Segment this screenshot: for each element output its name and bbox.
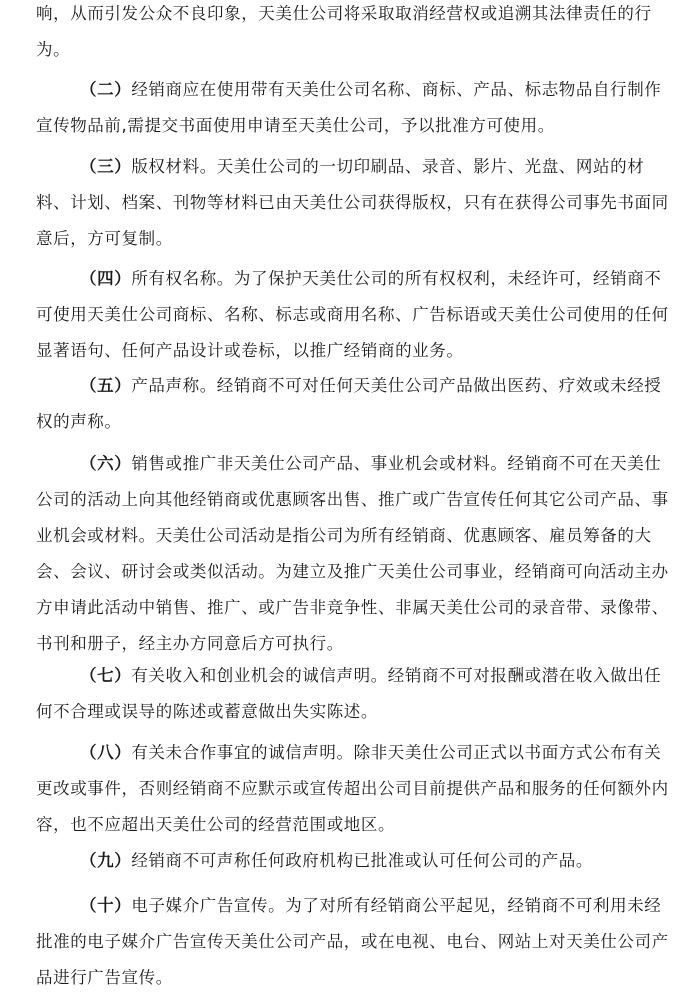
- paragraph-2: [36, 72, 668, 144]
- paragraph-number: （十）: [80, 896, 132, 915]
- paragraph-first-line: [36, 658, 668, 694]
- paragraph-line: 料、计划、档案、刊物等材料已由天美仕公司获得版权，只有在获得公司事先书面同: [36, 193, 669, 212]
- paragraph-line: 品进行广告宣传。: [36, 968, 173, 987]
- paragraph-line: 容，也不应超出天美仕公司的经营范围或地区。: [36, 815, 396, 834]
- paragraph-line: 权的声称。: [36, 412, 122, 431]
- paragraph-line-text: 销售或推广非天美仕公司产品、事业机会或材料。经销商不可在天美仕: [131, 454, 662, 473]
- paragraph-line-text: 所有权名称。为了保护天美仕公司的所有权权利，未经许可，经销商不: [131, 269, 662, 288]
- paragraph-line-text: 产品声称。经销商不可对任何天美仕公司产品做出医药、疗效或未经授: [131, 376, 662, 395]
- paragraph-line-text: 有关收入和创业机会的诚信声明。经销商不可对报酬或潜在收入做出任: [131, 666, 662, 685]
- paragraph-line: 更改或事件，否则经销商不应默示或宣传超出公司目前提供产品和服务的任何额外内: [36, 779, 669, 798]
- paragraph-line: 为。: [36, 40, 71, 59]
- paragraph-first-line: [36, 72, 668, 108]
- paragraph-number: （九）: [80, 851, 132, 870]
- paragraph-first-line: [36, 149, 668, 185]
- paragraph-4: [36, 261, 668, 369]
- paragraph-first-line: [36, 735, 668, 771]
- paragraph-number: （四）: [80, 269, 132, 288]
- paragraph-line-text: 经销商不可声称任何政府机构已批准或认可任何公司的产品。: [131, 851, 594, 870]
- paragraph-line: 何不合理或误导的陈述或蓄意做出失实陈述。: [36, 702, 378, 721]
- paragraph-number: （二）: [80, 80, 132, 99]
- paragraph-continuation: [36, 0, 668, 68]
- paragraph-line-text: 经销商应在使用带有天美仕公司名称、商标、产品、标志物品自行制作: [131, 80, 662, 99]
- paragraph-line: 可使用天美仕公司商标、名称、标志或商用名称、广告标语或天美仕公司使用的任何: [36, 305, 669, 324]
- paragraph-3: [36, 149, 668, 257]
- paragraph-5: [36, 368, 668, 440]
- paragraph-line: 方申请此活动中销售、推广、或广告非竞争性、非属天美仕公司的录音带、录像带、: [36, 598, 669, 617]
- paragraph-line-text: 电子媒介广告宣传。为了对所有经销商公平起见，经销商不可利用未经: [131, 896, 662, 915]
- paragraph-first-line: [36, 888, 668, 924]
- paragraph-number: （六）: [80, 454, 132, 473]
- paragraph-first-line: [36, 843, 668, 879]
- paragraph-8: [36, 735, 668, 843]
- paragraph-10: [36, 888, 668, 996]
- paragraph-line: 业机会或材料。天美仕公司活动是指公司为所有经销商、优惠顾客、雇员筹备的大: [36, 526, 652, 545]
- paragraph-first-line: [36, 446, 668, 482]
- paragraph-9: [36, 843, 668, 879]
- paragraph-line: 批准的电子媒介广告宣传天美仕公司产品，或在电视、电台、网站上对天美仕公司产: [36, 932, 669, 951]
- paragraph-line-text: 版权材料。天美仕公司的一切印刷品、录音、影片、光盘、网站的材: [131, 157, 645, 176]
- paragraph-number: （七）: [80, 666, 132, 685]
- paragraph-line: 显著语句、任何产品设计或卷标，以推广经销商的业务。: [36, 341, 464, 360]
- paragraph-number: （五）: [80, 376, 132, 395]
- paragraph-7: [36, 658, 668, 730]
- paragraph-line: 会、会议、研讨会或类似活动。为建立及推广天美仕公司事业，经销商可向活动主办: [36, 562, 669, 581]
- paragraph-first-line: [36, 261, 668, 297]
- paragraph-number: （三）: [80, 157, 132, 176]
- paragraph-line: 公司的活动上向其他经销商或优惠顾客出售、推广或广告宣传任何其它公司产品、事: [36, 490, 669, 509]
- paragraph-first-line: [36, 368, 668, 404]
- paragraph-number: （八）: [80, 743, 132, 762]
- paragraph-line: 宣传物品前,需提交书面使用申请至天美仕公司，予以批准方可使用。: [36, 116, 555, 135]
- paragraph-line: 意后，方可复制。: [36, 229, 173, 248]
- paragraph-line: 响，从而引发公众不良印象，天美仕公司将采取取消经营权或追溯其法律责任的行: [36, 4, 652, 23]
- paragraph-line-text: 有关未合作事宜的诚信声明。除非天美仕公司正式以书面方式公布有关: [131, 743, 662, 762]
- paragraph-line: 书刊和册子，经主办方同意后方可执行。: [36, 634, 344, 653]
- paragraph-6: [36, 446, 668, 662]
